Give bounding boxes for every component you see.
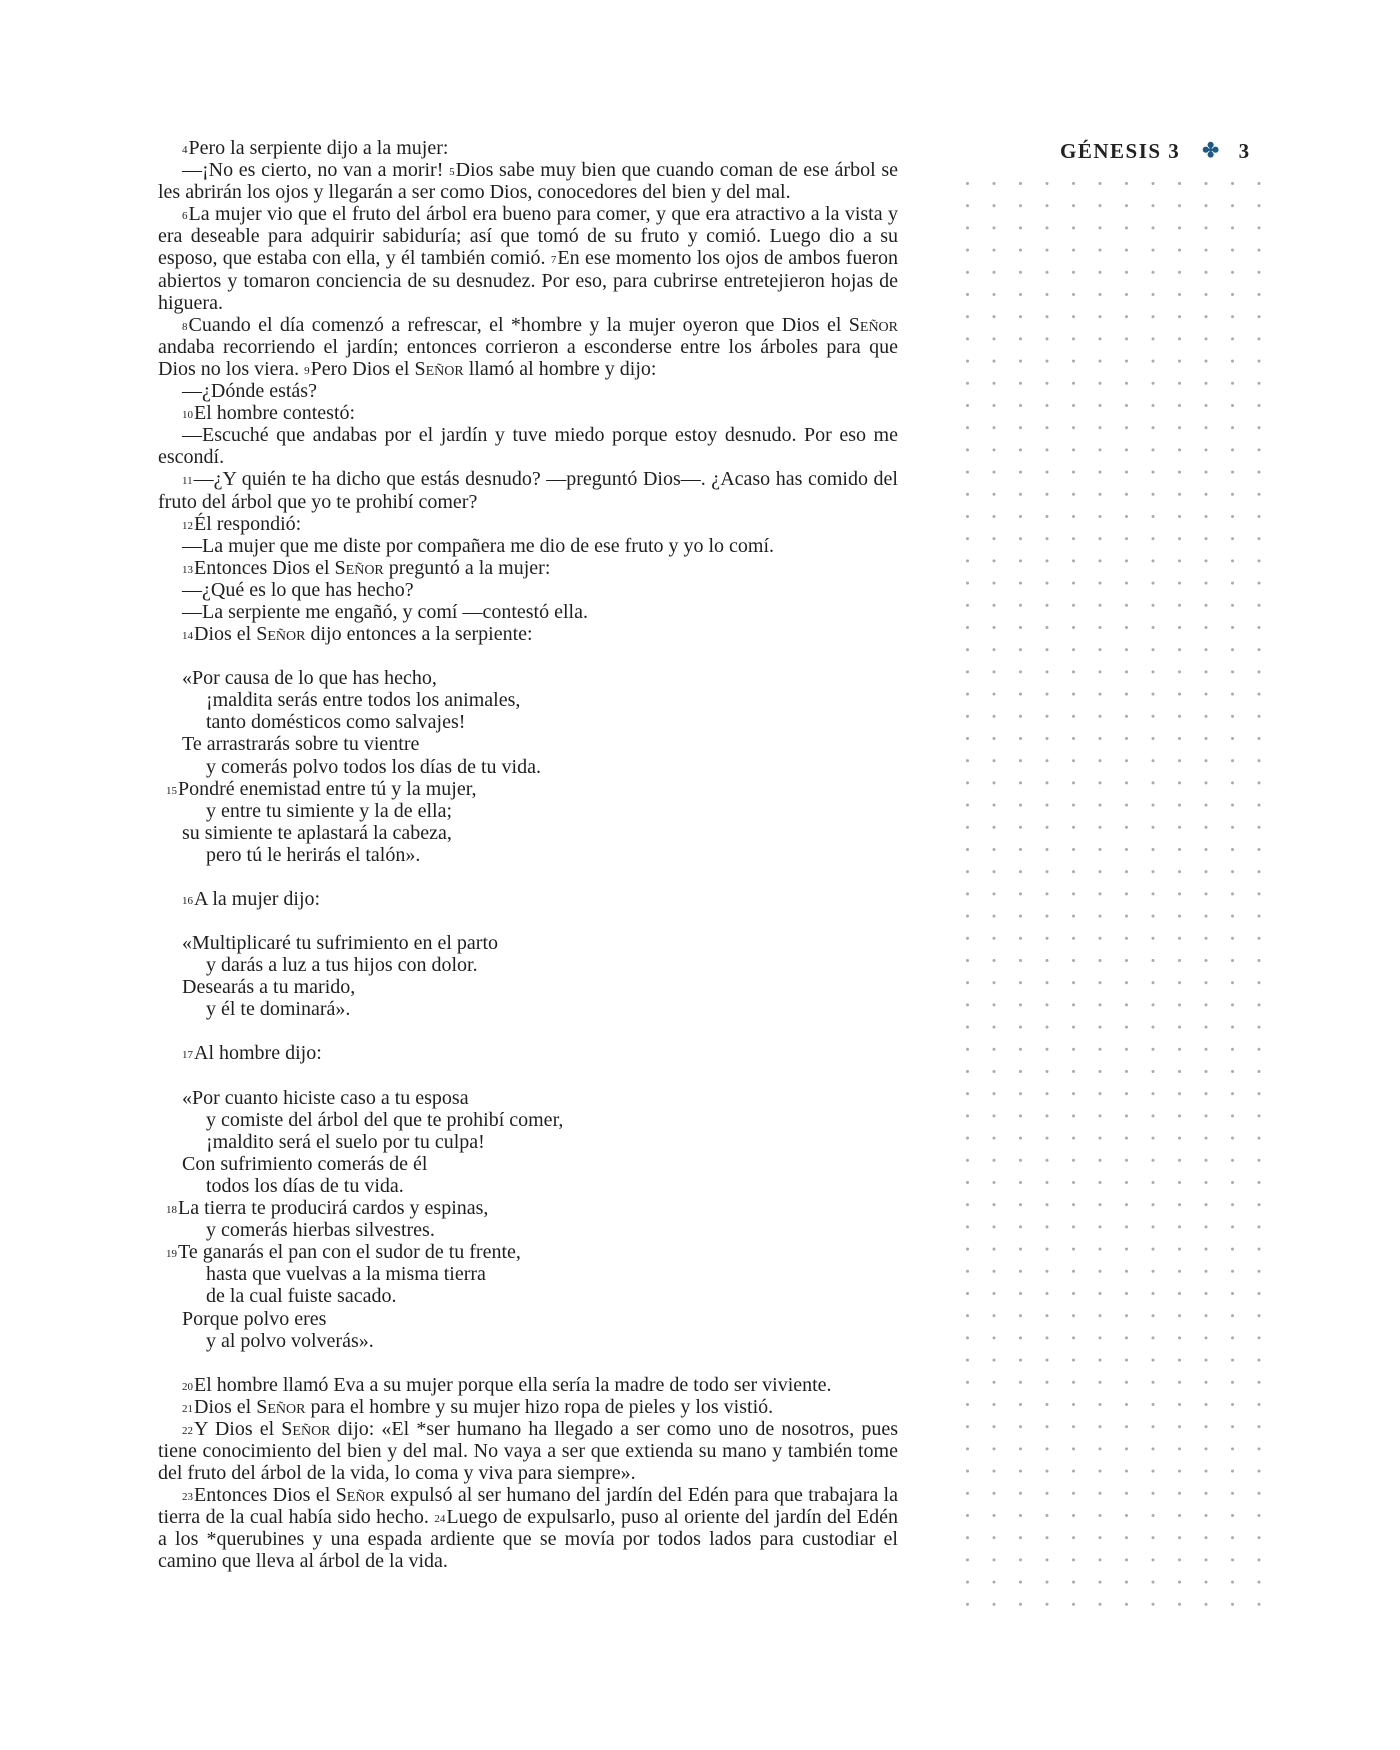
verse-text: Te ganarás el pan con el sudor de tu frente, [178, 1241, 521, 1264]
poem-line: ¡maldito será el suelo por tu culpa! [206, 1130, 485, 1153]
poem-line: y darás a luz a tus hijos con dolor. [206, 954, 478, 977]
poem-16 [158, 932, 898, 1020]
verse-text: Al hombre dijo: [194, 1042, 322, 1065]
verse-text: Luego de expulsarlo, puso al oriente del jardín del Edén a los *querubines y una espada ardiente que se movía por todos lados para custodiar el camino que lleva al árbol de la vida. [158, 1506, 898, 1573]
verse-text: expulsó al ser humano del jardín del Edén para que trabajara la tierra de la cual había sido hecho. [158, 1484, 898, 1529]
verse-number: 12 [182, 519, 193, 532]
dialogue-line [158, 601, 898, 623]
poem-line: Con sufrimiento comerás de él [182, 1152, 428, 1175]
poem-line: Desearás a tu marido, [182, 976, 356, 999]
verse-text: llamó al hombre y dijo: [463, 357, 657, 380]
poem-line [166, 1197, 898, 1219]
verse-21 [158, 1396, 898, 1418]
poem-line: y comerás hierbas silvestres. [206, 1219, 435, 1242]
verse-text: —La mujer que me diste por compañera me dio de ese fruto y yo lo comí. [182, 534, 775, 557]
verse-text: La mujer vio que el fruto del árbol era bueno para comer, y que era atractivo a la vista y era deseable para adquirir sabiduría; así que tomó de su fruto y comió. Luego dio a su esposo, que estaba con ella, y él también comió. [158, 203, 898, 270]
verse-number: 10 [182, 409, 193, 422]
verse-number: 5 [449, 166, 455, 179]
verse-text: para el hombre y su mujer hizo ropa de pieles y los vistió. [305, 1395, 774, 1418]
verse-22 [158, 1418, 898, 1484]
poem-line: hasta que vuelvas a la misma tierra [206, 1263, 486, 1286]
verse-11 [158, 468, 898, 512]
verse-number: 11 [182, 475, 193, 488]
verse-text: El hombre llamó Eva a su mujer porque ella sería la madre de todo ser viviente. [194, 1373, 832, 1396]
verse-8-9 [158, 314, 898, 380]
verse-text: En ese momento los ojos de ambos fueron abiertos y tomaron conciencia de su desnudez. Por eso, para cubrirse entretejieron hojas de higuera. [158, 247, 898, 314]
verse-text: preguntó a la mujer: [383, 556, 551, 579]
poem-line [166, 1241, 898, 1263]
verse-text: Pondré enemistad entre tú y la mujer, [178, 777, 477, 800]
verse-number: 20 [182, 1380, 193, 1393]
verse-number: 13 [182, 563, 193, 576]
verse-17 [158, 1042, 898, 1064]
divine-name: Señor [334, 556, 384, 579]
verse-number: 8 [182, 320, 188, 333]
verse-text: —Escuché que andabas por el jardín y tuve miedo porque estoy desnudo. Por eso me escondí. [158, 424, 898, 469]
verse-text: Pero Dios el [310, 357, 415, 380]
poem-line: de la cual fuiste sacado. [206, 1285, 397, 1308]
poem-line: «Por cuanto hiciste caso a tu esposa [182, 1086, 469, 1109]
verse-number: 4 [182, 144, 188, 156]
spacer [158, 645, 898, 667]
verse-text: El hombre contestó: [194, 402, 356, 425]
verse-20 [158, 1374, 898, 1396]
spacer [158, 1020, 898, 1042]
spacer [158, 1065, 898, 1087]
divine-name: Señor [414, 357, 464, 380]
book-chapter: GÉNESIS 3 [1060, 138, 1181, 163]
dialogue-line [158, 380, 898, 402]
verse-text: —¡No es cierto, no van a morir! [182, 159, 444, 182]
divine-name: Señor [848, 313, 898, 336]
verse-text: Cuando el día comenzó a refrescar, el *hombre y la mujer oyeron que Dios el [188, 313, 849, 336]
verse-number: 6 [182, 210, 188, 223]
dot-grid-notes-area [966, 182, 1276, 1622]
poem-line: «Por causa de lo que has hecho, [182, 667, 437, 690]
poem-line: Porque polvo eres [182, 1307, 327, 1330]
verse-text: A la mujer dijo: [194, 888, 321, 910]
spacer [158, 866, 898, 888]
poem-line [166, 778, 898, 800]
poem-line: y entre tu simiente y la de ella; [206, 799, 453, 822]
verse-text: —¿Y quién te ha dicho que estás desnudo? —preguntó Dios—. ¿Acaso has comido del fruto del árbol que yo te prohibí comer? [158, 468, 898, 513]
poem-line: y comiste del árbol del que te prohibí comer, [206, 1108, 564, 1131]
verse-text: Dios el [194, 1395, 257, 1418]
verse-text: —¿Dónde estás? [182, 380, 317, 403]
verse-4 [158, 137, 898, 159]
verse-text: —¿Qué es lo que has hecho? [182, 578, 414, 601]
verse-number: 7 [550, 254, 557, 267]
verse-number: 18 [166, 1204, 177, 1217]
verse-number: 17 [182, 1049, 193, 1062]
verse-6-7 [158, 203, 898, 313]
divine-name: Señor [281, 1417, 331, 1440]
dialogue-line [158, 424, 898, 468]
verse-number: 14 [182, 630, 193, 643]
poem-line: ¡maldita serás entre todos los animales, [206, 689, 521, 712]
verse-text: Y Dios el [194, 1417, 282, 1440]
dot-grid-fill [966, 182, 1276, 1622]
divine-name: Señor [335, 1484, 385, 1507]
verse-text: dijo: «El *ser humano ha llegado a ser como uno de nosotros, pues tiene conocimiento del bien y del mal. No vaya a ser que extienda su mano y también tome del fruto del árbol de la vida, lo coma y viva para siempre». [158, 1417, 898, 1485]
verse-text: Pero la serpiente dijo a la mujer: [188, 137, 449, 159]
divine-name: Señor [256, 1395, 306, 1418]
verse-text: Entonces Dios el [194, 1484, 336, 1507]
verse-12 [158, 513, 898, 535]
verse-number: 9 [304, 364, 310, 377]
page-number: 3 [1238, 138, 1251, 163]
verse-text: dijo entonces a la serpiente: [305, 623, 533, 646]
verse-text: Dios el [194, 623, 257, 646]
verse-text: Dios sabe muy bien que cuando coman de ese árbol se les abrirán los ojos y llegarán a ser como Dios, conocedores del bien y del mal. [158, 159, 899, 204]
verse-14 [158, 623, 898, 645]
verse-number: 21 [182, 1402, 193, 1415]
running-header [1060, 136, 1260, 166]
verse-number: 15 [166, 784, 177, 797]
divine-name: Señor [256, 623, 306, 646]
dialogue-line [158, 579, 898, 601]
verse-text: La tierra te producirá cardos y espinas, [178, 1197, 489, 1220]
verse-4-5 [158, 159, 898, 203]
verse-text: —La serpiente me engañó, y comí —contestó ella. [182, 600, 588, 623]
verse-10 [158, 402, 898, 424]
verse-23-24 [158, 1484, 898, 1572]
poem-line: «Multiplicaré tu sufrimiento en el parto [182, 932, 499, 955]
spacer [158, 910, 898, 932]
verse-number: 23 [182, 1491, 193, 1504]
poem-line: tanto domésticos como salvajes! [206, 711, 466, 734]
poem-line: pero tú le herirás el talón». [206, 843, 421, 866]
verse-number: 16 [182, 895, 193, 907]
verse-number: 22 [182, 1424, 193, 1437]
poem-line: y comerás polvo todos los días de tu vida. [206, 755, 541, 778]
verse-text: andaba recorriendo el jardín; entonces corrieron a esconderse entre los árboles para que Dios no los viera. [158, 335, 898, 380]
verse-text: Él respondió: [194, 512, 302, 535]
verse-number: 19 [166, 1248, 177, 1261]
poem-line: y al polvo volverás». [206, 1329, 374, 1352]
dialogue-line [158, 535, 898, 557]
verse-number: 24 [434, 1513, 446, 1526]
poem-17-19 [158, 1087, 898, 1352]
poem-line: todos los días de tu vida. [206, 1174, 404, 1197]
verse-13 [158, 557, 898, 579]
ornament-icon: ✤ [1202, 140, 1221, 162]
poem-line: Te arrastrarás sobre tu vientre [182, 733, 420, 756]
scripture-text [158, 137, 898, 1573]
poem-line: y él te dominará». [206, 998, 351, 1021]
verse-text: Entonces Dios el [194, 556, 335, 579]
poem-line: su simiente te aplastará la cabeza, [182, 821, 452, 844]
spacer [158, 1352, 898, 1374]
poem-14-15 [158, 667, 898, 866]
verse-16 [158, 888, 898, 910]
